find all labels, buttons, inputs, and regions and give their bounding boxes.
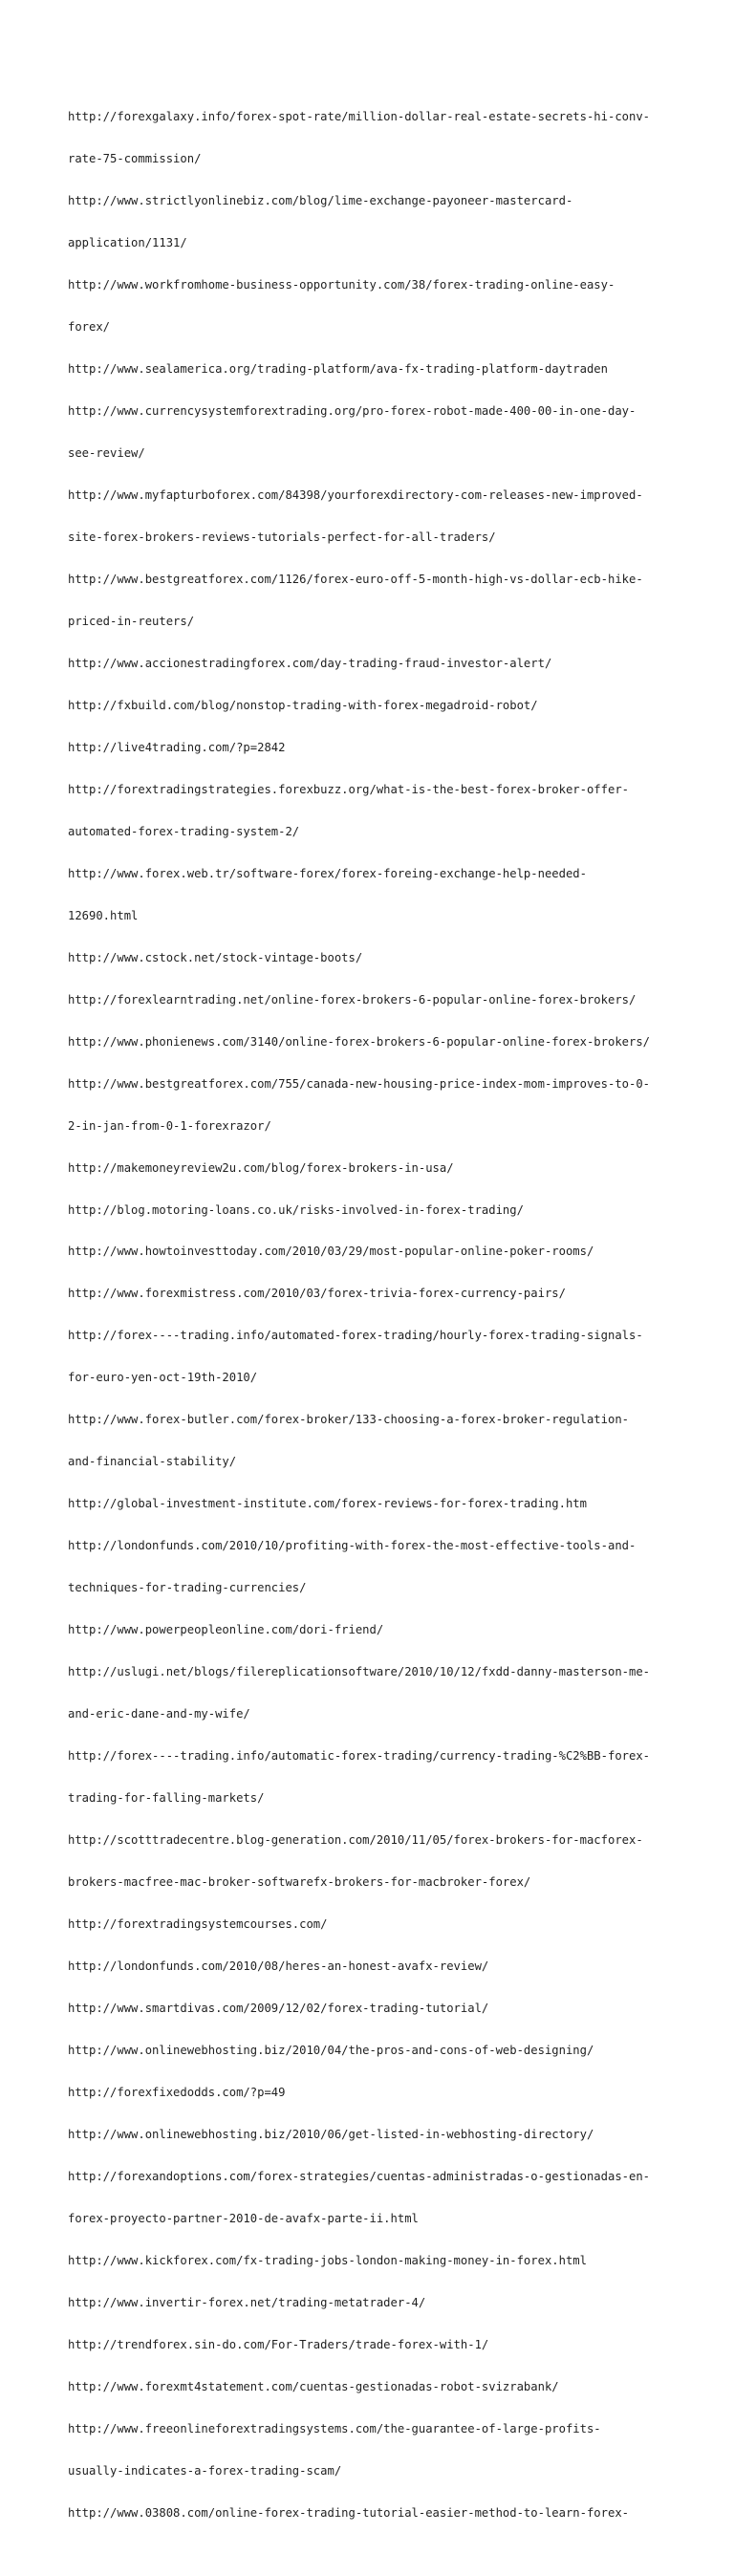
- text-line: http://www.onlinewebhosting.biz/2010/04/the-pros-and-cons-of-web-designing/: [68, 2043, 594, 2057]
- text-line: http://www.howtoinvesttoday.com/2010/03/29/most-popular-online-poker-rooms/: [68, 1245, 594, 1259]
- text-line: http://www.forex.web.tr/software-forex/forex-foreing-exchange-help-needed-: [68, 866, 587, 880]
- text-line: trading-for-falling-markets/: [68, 1791, 265, 1806]
- text-line: http://www.kickforex.com/fx-trading-jobs-london-making-money-in-forex.html: [68, 2253, 587, 2267]
- text-line: http://www.smartdivas.com/2009/12/02/forex-trading-tutorial/: [68, 2001, 489, 2015]
- text-line: application/1131/: [68, 236, 187, 250]
- text-line: http://forextradingsystemcourses.com/: [68, 1916, 328, 1931]
- text-line: rate-75-commission/: [68, 152, 202, 166]
- text-line: http://www.invertir-forex.net/trading-metatrader-4/: [68, 2295, 426, 2309]
- text-line: http://www.workfromhome-business-opportunity.com/38/forex-trading-online-easy-: [68, 278, 615, 292]
- text-line: priced-in-reuters/: [68, 614, 195, 628]
- text-line: http://blog.motoring-loans.co.uk/risks-involved-in-forex-trading/: [68, 1202, 524, 1217]
- text-line: http://forextradingstrategies.forexbuzz.org/what-is-the-best-forex-broker-offer-: [68, 782, 629, 796]
- text-line: and-eric-dane-and-my-wife/: [68, 1707, 250, 1721]
- text-line: http://uslugi.net/blogs/filereplicationsoftware/2010/10/12/fxdd-danny-masterson-me-: [68, 1665, 651, 1679]
- text-line: http://www.forexmistress.com/2010/03/forex-trivia-forex-currency-pairs/: [68, 1287, 566, 1301]
- text-line: http://londonfunds.com/2010/08/heres-an-honest-avafx-review/: [68, 1959, 489, 1973]
- text-line: http://forexfixedodds.com/?p=49: [68, 2085, 286, 2099]
- text-line: http://www.currencysystemforextrading.org/pro-forex-robot-made-400-00-in-one-day-: [68, 404, 637, 419]
- text-line: forex-proyecto-partner-2010-de-avafx-parte-ii.html: [68, 2211, 419, 2225]
- text-line: http://forexandoptions.com/forex-strategies/cuentas-administradas-o-gestionadas-en-: [68, 2169, 651, 2183]
- text-line: see-review/: [68, 446, 145, 461]
- text-line: forex/: [68, 320, 111, 335]
- url-list: [68, 82, 670, 2576]
- text-line: techniques-for-trading-currencies/: [68, 1581, 307, 1595]
- text-line: http://www.myfapturboforex.com/84398/yourforexdirectory-com-releases-new-improved-: [68, 488, 643, 503]
- text-line: http://www.accionestradingforex.com/day-trading-fraud-investor-alert/: [68, 656, 552, 670]
- text-line: http://www.phonienews.com/3140/online-forex-brokers-6-popular-online-forex-brokers/: [68, 1034, 651, 1049]
- text-line: http://fxbuild.com/blog/nonstop-trading-with-forex-megadroid-robot/: [68, 698, 538, 712]
- text-line: http://forexgalaxy.info/forex-spot-rate/million-dollar-real-estate-secrets-hi-conv-: [68, 110, 651, 124]
- text-line: http://scotttradecentre.blog-generation.com/2010/11/05/forex-brokers-for-macforex-: [68, 1833, 643, 1848]
- text-line: http://www.freeonlineforextradingsystems.com/the-guarantee-of-large-profits-: [68, 2421, 601, 2435]
- text-line: http://trendforex.sin-do.com/For-Traders/trade-forex-with-1/: [68, 2337, 489, 2351]
- text-line: site-forex-brokers-reviews-tutorials-perfect-for-all-traders/: [68, 530, 496, 544]
- text-line: usually-indicates-a-forex-trading-scam/: [68, 2463, 342, 2478]
- text-line: http://makemoneyreview2u.com/blog/forex-brokers-in-usa/: [68, 1160, 454, 1175]
- text-line: http://www.bestgreatforex.com/1126/forex-euro-off-5-month-high-vs-dollar-ecb-hike-: [68, 572, 643, 586]
- text-line: http://global-investment-institute.com/forex-reviews-for-forex-trading.htm: [68, 1497, 587, 1511]
- text-line: 12690.html: [68, 908, 139, 922]
- text-line: http://forex----trading.info/automated-forex-trading/hourly-forex-trading-signals-: [68, 1329, 643, 1343]
- text-line: http://forex----trading.info/automatic-forex-trading/currency-trading-%C2%BB-forex-: [68, 1749, 651, 1764]
- text-line: 2-in-jan-from-0-1-forexrazor/: [68, 1118, 271, 1133]
- text-line: http://forexlearntrading.net/online-forex-brokers-6-popular-online-forex-brokers/: [68, 992, 637, 1007]
- text-line: http://www.strictlyonlinebiz.com/blog/lime-exchange-payoneer-mastercard-: [68, 194, 573, 208]
- text-line: for-euro-yen-oct-19th-2010/: [68, 1371, 258, 1385]
- text-line: http://www.bestgreatforex.com/755/canada-new-housing-price-index-mom-improves-to-0-: [68, 1076, 651, 1091]
- text-line: http://www.03808.com/online-forex-trading-tutorial-easier-method-to-learn-forex-: [68, 2505, 629, 2520]
- text-line: http://www.forex-butler.com/forex-broker/133-choosing-a-forex-broker-regulation-: [68, 1413, 629, 1427]
- text-line: brokers-macfree-mac-broker-softwarefx-brokers-for-macbroker-forex/: [68, 1875, 531, 1889]
- text-line: http://www.cstock.net/stock-vintage-boots/: [68, 950, 363, 964]
- text-line: http://www.forexmt4statement.com/cuentas-gestionadas-robot-svizrabank/: [68, 2379, 559, 2393]
- text-line: http://www.onlinewebhosting.biz/2010/06/get-listed-in-webhosting-directory/: [68, 2127, 594, 2141]
- text-line: and-financial-stability/: [68, 1455, 237, 1469]
- text-line: automated-forex-trading-system-2/: [68, 824, 300, 838]
- text-line: http://londonfunds.com/2010/10/profiting-with-forex-the-most-effective-tools-and-: [68, 1539, 637, 1553]
- text-line: http://www.powerpeopleonline.com/dori-friend/: [68, 1623, 384, 1637]
- text-line: http://www.sealamerica.org/trading-platform/ava-fx-trading-platform-daytraden: [68, 362, 608, 377]
- text-line: http://live4trading.com/?p=2842: [68, 740, 286, 754]
